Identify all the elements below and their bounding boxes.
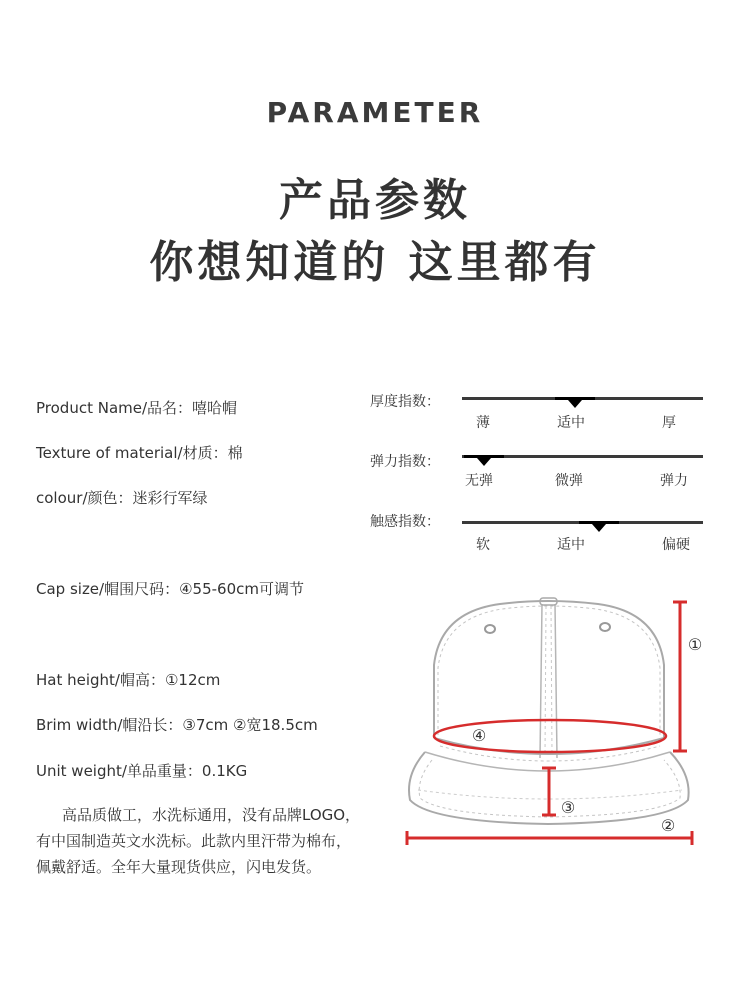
measure-circumference [434, 720, 666, 752]
scale-option: 适中 [557, 537, 585, 553]
scale-option: 弹力 [660, 473, 688, 489]
title-cn-line1: 产品参数 [279, 175, 471, 226]
cap-diagram [395, 590, 725, 855]
scale-marker-icon [568, 400, 582, 408]
scale-title: 弹力指数： [370, 454, 440, 470]
scale-option: 适中 [557, 415, 585, 431]
description-line-3: 佩戴舒适。全年大量现货供应，闪电发货。 [36, 858, 322, 876]
scale-option: 无弹 [465, 473, 493, 489]
measure-height [673, 602, 687, 751]
scale-marker-icon [592, 524, 606, 532]
scale-option: 厚 [662, 415, 676, 431]
product-description [36, 802, 386, 880]
spec-unit-weight: Unit weight/单品重量：0.1KG [36, 762, 248, 780]
spec-material: Texture of material/材质：棉 [36, 444, 243, 462]
scale-option: 微弹 [555, 473, 583, 489]
description-line-2: 有中国制造英文水洗标。此款内里汗带为棉布， [36, 832, 352, 850]
scale-marker-icon [477, 458, 491, 466]
label-brim: ③ [560, 798, 576, 817]
scale-option: 偏硬 [662, 537, 690, 553]
scale-option: 薄 [476, 415, 490, 431]
label-height: ① [687, 635, 703, 654]
spec-product-name: Product Name/品名：嘻哈帽 [36, 399, 238, 417]
spec-brim-width: Brim width/帽沿长：③7cm ②宽18.5cm [36, 716, 318, 734]
measure-brim-length [542, 768, 556, 815]
scale-title: 厚度指数： [370, 394, 440, 410]
measure-width [407, 831, 692, 845]
description-line-1: 高品质做工，水洗标通用，没有品牌LOGO， [62, 806, 361, 824]
spec-cap-size: Cap size/帽围尺码：④55-60cm可调节 [36, 580, 304, 598]
spec-colour: colour/颜色：迷彩行军绿 [36, 489, 208, 507]
scale-title: 触感指数： [370, 514, 440, 530]
label-width: ② [660, 816, 676, 835]
scale-option: 软 [476, 537, 490, 553]
title-cn-line2: 你想知道的 这里都有 [149, 237, 601, 288]
title-en: PARAMETER [266, 96, 484, 129]
cap-crown-icon [434, 598, 664, 761]
label-circumference: ④ [471, 726, 487, 745]
spec-hat-height: Hat height/帽高：①12cm [36, 671, 221, 689]
